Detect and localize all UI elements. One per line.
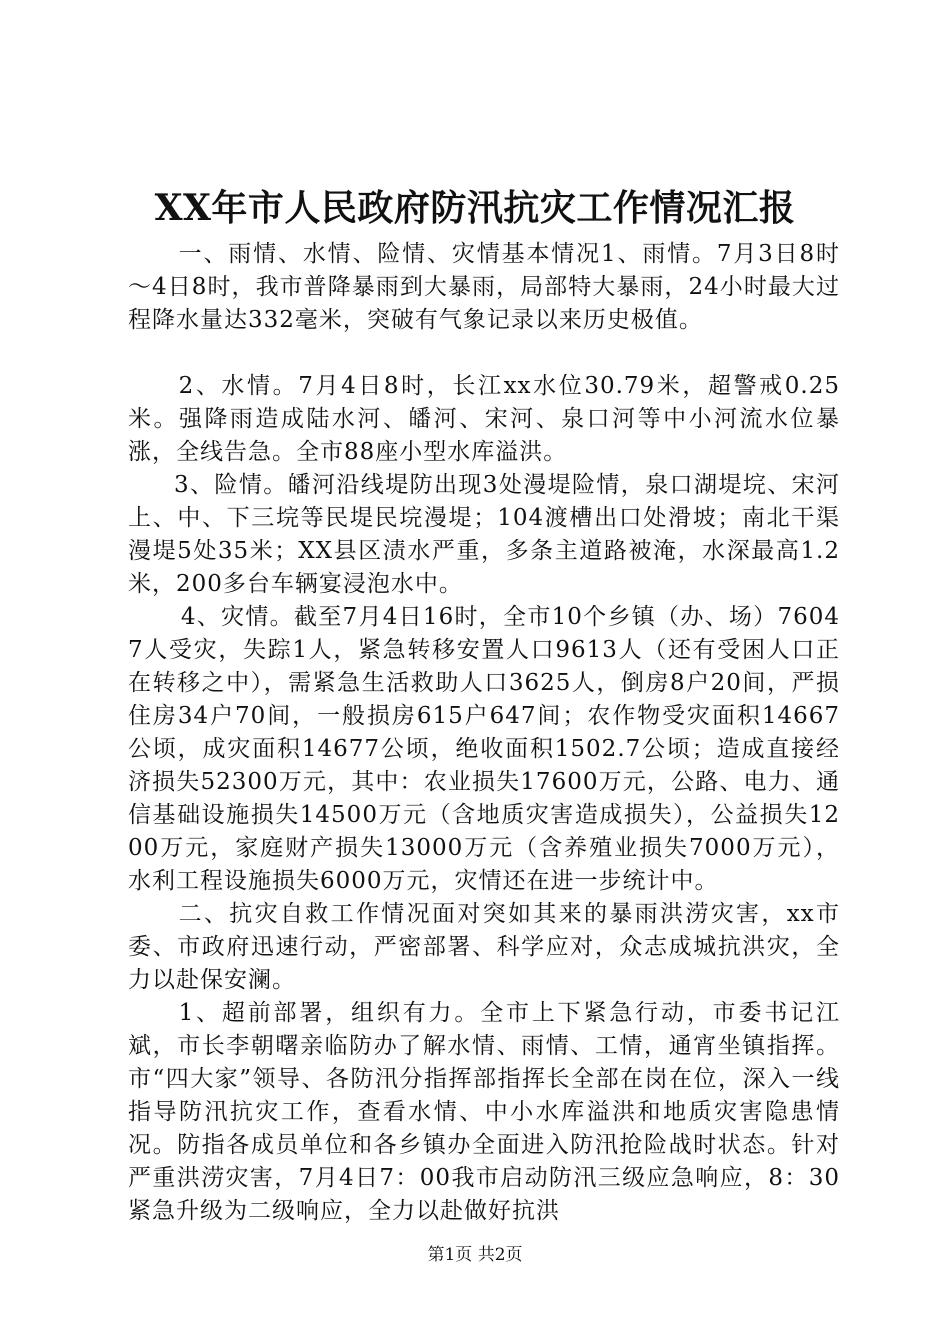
- paragraph-rain: 一、雨情、水情、险情、灾情基本情况1、雨情。7月3日8时～4日8时，我市普降暴雨到大暴雨，局部特大暴雨，24小时最大过程降水量达332毫米，突破有气象记录以来历史极值。: [128, 241, 840, 333]
- document-body: [128, 238, 840, 1228]
- paragraph-deployment: 1、超前部署，组织有力。全市上下紧急行动，市委书记江斌，市长李朝曙亲临防办了解水情、雨情、工情，通宵坐镇指挥。市“四大家”领导、各防汛分指挥部指挥长全部在岗在位，深入一线指导防汛抗灾工作，查看水情、中小水库溢洪和地质灾害隐患情况。防指各成员单位和各乡镇办全面进入防汛抢险战时状态。针对严重洪涝灾害，7月4日7：00我市启动防汛三级应急响应，8：30紧急升级为二级响应，全力以赴做好抗洪: [128, 1000, 840, 1224]
- paragraph-water: 2、水情。7月4日8时，长江xx水位30.79米，超警戒0.25米。强降雨造成陆水河、皤河、宋河、泉口河等中小河流水位暴涨，全线告急。全市88座小型水库溢洪。: [128, 373, 840, 465]
- page-footer: 第1页 共2页: [427, 1245, 523, 1265]
- document-title: XX年市人民政府防汛抗灾工作情况汇报: [154, 187, 796, 229]
- paragraph-danger: 3、险情。皤河沿线堤防出现3处漫堤险情，泉口湖堤垸、宋河上、中、下三垸等民堤民垸漫堤；104渡槽出口处滑坡；南北干渠漫堤5处35米；XX县区渍水严重，多条主道路被淹，水深最高1.2米，200多台车辆宴浸泡水中。: [128, 472, 840, 597]
- paragraph-relief-intro: 二、抗灾自救工作情况面对突如其来的暴雨洪涝灾害，xx市委、市政府迅速行动，严密部署、科学应对，众志成城抗洪灾，全力以赴保安澜。: [128, 901, 840, 993]
- paragraph-disaster: 4、灾情。截至7月4日16时，全市10个乡镇（办、场）76047人受灾，失踪1人，紧急转移安置人口9613人（还有受困人口正在转移之中），需紧急生活救助人口3625人，倒房8户20间，严损住房34户70间，一般损房615户647间；农作物受灾面积14667公顷，成灾面积14677公顷，绝收面积1502.7公顷；造成直接经济损失52300万元，其中：农业损失17600万元，公路、电力、通信基础设施损失14500万元（含地质灾害造成损失），公益损失1200万元，家庭财产损失13000万元（含养殖业损失7000万元），水利工程设施损失6000万元，灾情还在进一步统计中。: [128, 604, 840, 894]
